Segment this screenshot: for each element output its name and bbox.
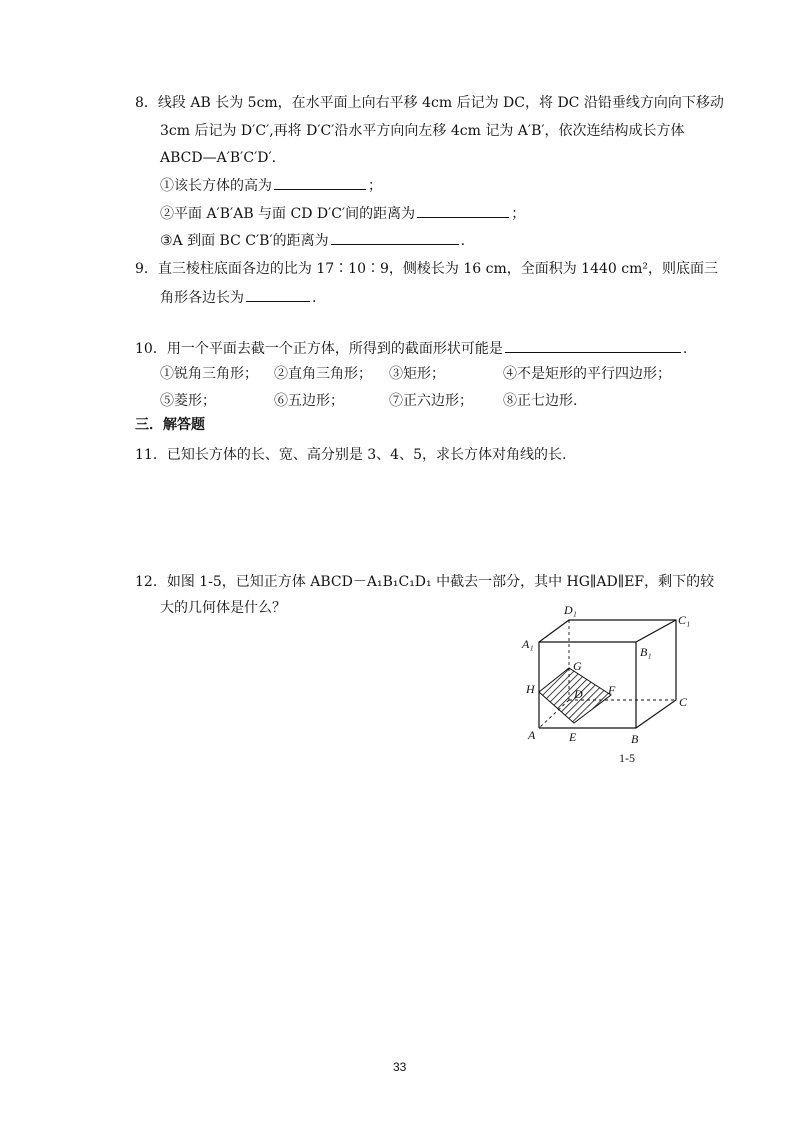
- answer-blank[interactable]: [246, 287, 310, 302]
- q9-line2-end: .: [312, 290, 317, 306]
- q8-sub1: [160, 175, 382, 196]
- label-a: A: [528, 728, 536, 742]
- q8-sub2: [160, 203, 525, 224]
- label-d1: D₁: [564, 603, 577, 617]
- answer-blank[interactable]: [274, 175, 366, 190]
- label-a1: A₁: [522, 637, 534, 651]
- label-h: H: [526, 682, 535, 696]
- q10-option: ⑥五边形；: [274, 393, 344, 409]
- q10-option: ①锐角三角形；: [160, 366, 258, 382]
- q9-line1: 9．直三棱柱底面各边的比为 17∶10∶9，侧棱长为 16 cm，全面积为 1440 cm²，则底面三: [135, 261, 718, 277]
- label-g: G: [573, 659, 582, 673]
- q10-option: ⑧正七边形.: [503, 393, 578, 409]
- label-d: D: [574, 687, 583, 701]
- answer-blank[interactable]: [505, 338, 681, 353]
- label-b1: B₁: [640, 645, 652, 659]
- q8-line1: 8．线段 AB 长为 5cm，在水平面上向右平移 4cm 后记为 DC，将 DC 沿铅垂线方向向下移动: [135, 95, 724, 111]
- q10-option: ⑤菱形；: [160, 393, 216, 409]
- q9-line2: [160, 287, 316, 308]
- label-f: F: [608, 683, 616, 697]
- q8-sub3: [160, 230, 465, 251]
- q10-option: ③矩形；: [389, 366, 445, 382]
- q8-sub3-text: ③A 到面 BC C′B′的距离为: [160, 233, 329, 249]
- page-number: 33: [393, 1060, 407, 1074]
- q10-line1-text: 10．用一个平面去截一个正方体，所得到的截面形状可能是: [135, 341, 503, 357]
- label-c: C: [679, 695, 688, 709]
- q10-option: ②直角三角形；: [274, 366, 372, 382]
- label-e: E: [569, 730, 577, 744]
- section-heading: 三．解答题: [135, 417, 205, 433]
- q11-line: 11．已知长方体的长、宽、高分别是 3、4、5，求长方体对角线的长.: [135, 447, 567, 463]
- cube-edge-b1c1: [636, 620, 676, 642]
- q8-sub2-end: ；: [511, 206, 526, 222]
- q8-line2: 3cm 后记为 D′C′,再将 D′C′沿水平方向向左移 4cm 记为 A′B′，依次连结构成长方体: [160, 123, 685, 139]
- q12-line1: 12．如图 1-5，已知正方体 ABCD－A₁B₁C₁D₁ 中截去一部分，其中 HG∥AD∥EF，剩下的较: [135, 574, 715, 590]
- answer-blank[interactable]: [417, 203, 509, 218]
- answer-blank[interactable]: [331, 230, 459, 245]
- q8-sub2-text: ②平面 A′B′AB 与面 CD D′C′间的距离为: [160, 206, 416, 222]
- label-c1: C₁: [678, 613, 691, 627]
- q10-line1: [135, 338, 687, 359]
- cube-outline: [539, 620, 676, 728]
- q12-line2: 大的几何体是什么？: [160, 600, 286, 616]
- q10-option: ④不是矩形的平行四边形；: [503, 366, 671, 382]
- q8-sub1-end: ；: [368, 178, 382, 194]
- q8-sub1-text: ①该长方体的高为: [160, 178, 272, 194]
- q9-line2-text: 角形各边长为: [160, 290, 244, 306]
- label-b: B: [631, 732, 639, 746]
- figure-caption: 1-5: [619, 751, 635, 765]
- q8-line3: ABCD—A′B′C′D′.: [160, 150, 277, 166]
- cube-figure: [510, 600, 700, 775]
- q8-sub3-end: .: [460, 233, 466, 249]
- q10-line1-end: .: [682, 341, 688, 357]
- q10-option: ⑦正六边形；: [389, 393, 473, 409]
